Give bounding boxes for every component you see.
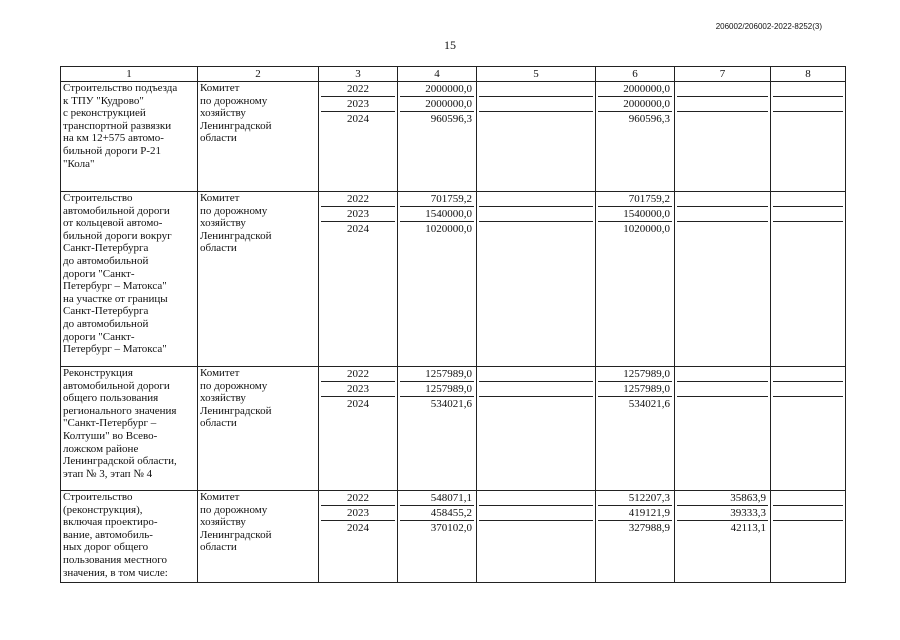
header-cell: 1 bbox=[61, 67, 198, 82]
regional-amount-cell bbox=[596, 367, 675, 491]
federal-amount-cell bbox=[477, 192, 596, 367]
local-amount-cell bbox=[675, 192, 771, 367]
local-amount bbox=[677, 82, 768, 97]
table-row bbox=[61, 82, 846, 192]
project-name-cell bbox=[61, 367, 198, 491]
year: 2023 bbox=[321, 97, 395, 112]
project-name-cell bbox=[61, 491, 198, 583]
federal-amount bbox=[479, 506, 593, 521]
local-amount bbox=[677, 222, 768, 237]
project-name: Строительство автомобильной дороги от кольцевой автомо- бильной дороги вокруг Санкт-Петербурга до автомобильной дороги "Санкт- Петербург – Матокса" на участке от границы Санкт-Петербурга до автомобильной дороги "Санкт- Петербург – Матокса" bbox=[63, 192, 172, 356]
other-amount bbox=[773, 382, 843, 397]
header-cell: 5 bbox=[477, 67, 596, 82]
federal-amount-cell bbox=[477, 82, 596, 192]
regional-amount: 1020000,0 bbox=[623, 223, 670, 235]
header-cell: 7 bbox=[675, 67, 771, 82]
local-amount bbox=[677, 382, 768, 397]
total-amount: 370102,0 bbox=[430, 522, 472, 534]
total-amount: 960596,3 bbox=[430, 113, 472, 125]
table-row bbox=[61, 491, 846, 583]
federal-amount bbox=[479, 222, 593, 237]
total-amount: 701759,2 bbox=[400, 192, 474, 207]
local-amount-cell bbox=[675, 82, 771, 192]
total-amount: 1257989,0 bbox=[400, 382, 474, 397]
header-cell: 2 bbox=[198, 67, 319, 82]
local-amount bbox=[677, 112, 768, 127]
header-cell: 6 bbox=[596, 67, 675, 82]
total-amount: 2000000,0 bbox=[400, 97, 474, 112]
year: 2022 bbox=[321, 82, 395, 97]
local-amount-cell bbox=[675, 367, 771, 491]
other-amount bbox=[773, 367, 843, 382]
year-cell bbox=[319, 491, 398, 583]
regional-amount: 1257989,0 bbox=[598, 382, 672, 397]
federal-amount-cell bbox=[477, 367, 596, 491]
header-cell: 4 bbox=[398, 67, 477, 82]
total-amount: 2000000,0 bbox=[400, 82, 474, 97]
federal-amount bbox=[479, 112, 593, 127]
total-amount: 548071,1 bbox=[400, 491, 474, 506]
table-row bbox=[61, 192, 846, 367]
committee-name: Комитет по дорожному хозяйству Ленинградской области bbox=[200, 367, 272, 430]
other-amount bbox=[773, 222, 843, 237]
year: 2024 bbox=[347, 223, 369, 235]
regional-amount: 1540000,0 bbox=[598, 207, 672, 222]
other-amount-cell bbox=[771, 491, 846, 583]
other-amount-cell bbox=[771, 192, 846, 367]
federal-amount bbox=[479, 207, 593, 222]
project-name-cell bbox=[61, 82, 198, 192]
project-name: Строительство (реконструкция), включая проектиро- вание, автомобиль- ных дорог общего пользования местного значения, в том числе: bbox=[63, 491, 168, 579]
budget-table bbox=[60, 66, 846, 583]
year: 2024 bbox=[347, 522, 369, 534]
total-amount-cell bbox=[398, 367, 477, 491]
year-cell bbox=[319, 192, 398, 367]
other-amount bbox=[773, 506, 843, 521]
year: 2022 bbox=[321, 367, 395, 382]
local-amount bbox=[677, 397, 768, 412]
header-cell: 3 bbox=[319, 67, 398, 82]
federal-amount bbox=[479, 397, 593, 412]
federal-amount-cell bbox=[477, 491, 596, 583]
year: 2022 bbox=[321, 491, 395, 506]
total-amount: 1257989,0 bbox=[400, 367, 474, 382]
year: 2023 bbox=[321, 207, 395, 222]
committee-cell bbox=[198, 367, 319, 491]
year: 2022 bbox=[321, 192, 395, 207]
other-amount bbox=[773, 397, 843, 412]
committee-name: Комитет по дорожному хозяйству Ленинградской области bbox=[200, 82, 272, 145]
total-amount: 1540000,0 bbox=[400, 207, 474, 222]
committee-cell bbox=[198, 82, 319, 192]
year: 2023 bbox=[321, 382, 395, 397]
regional-amount: 2000000,0 bbox=[598, 97, 672, 112]
local-amount: 35863,9 bbox=[677, 491, 768, 506]
project-name: Реконструкция автомобильной дороги общего пользования регионального значения "Санкт-Петербург – Колтуши" во Всево- ложском районе Ленинградской области, этап № 3, этап № 4 bbox=[63, 367, 177, 480]
other-amount bbox=[773, 112, 843, 127]
header-cell: 8 bbox=[771, 67, 846, 82]
table-row bbox=[61, 367, 846, 491]
local-amount bbox=[677, 97, 768, 112]
year: 2023 bbox=[321, 506, 395, 521]
page-number: 15 bbox=[444, 38, 456, 52]
regional-amount: 534021,6 bbox=[628, 398, 670, 410]
committee-cell bbox=[198, 192, 319, 367]
total-amount: 458455,2 bbox=[400, 506, 474, 521]
committee-name: Комитет по дорожному хозяйству Ленинградской области bbox=[200, 192, 272, 255]
local-amount: 39333,3 bbox=[677, 506, 768, 521]
other-amount bbox=[773, 521, 843, 536]
other-amount bbox=[773, 491, 843, 506]
federal-amount bbox=[479, 521, 593, 536]
regional-amount: 2000000,0 bbox=[598, 82, 672, 97]
federal-amount bbox=[479, 367, 593, 382]
regional-amount: 960596,3 bbox=[628, 113, 670, 125]
regional-amount: 701759,2 bbox=[598, 192, 672, 207]
local-amount bbox=[677, 207, 768, 222]
other-amount-cell bbox=[771, 367, 846, 491]
other-amount-cell bbox=[771, 82, 846, 192]
local-amount: 42113,1 bbox=[730, 522, 766, 534]
regional-amount-cell bbox=[596, 82, 675, 192]
total-amount-cell bbox=[398, 491, 477, 583]
year-cell bbox=[319, 82, 398, 192]
other-amount bbox=[773, 97, 843, 112]
local-amount bbox=[677, 192, 768, 207]
committee-name: Комитет по дорожному хозяйству Ленинградской области bbox=[200, 491, 272, 554]
federal-amount bbox=[479, 97, 593, 112]
federal-amount bbox=[479, 82, 593, 97]
committee-cell bbox=[198, 491, 319, 583]
total-amount: 534021,6 bbox=[430, 398, 472, 410]
total-amount: 1020000,0 bbox=[425, 223, 472, 235]
local-amount bbox=[677, 367, 768, 382]
year: 2024 bbox=[347, 113, 369, 125]
project-name: Строительство подъезда к ТПУ "Кудрово" с реконструкцией транспортной развязки на км 12+575 автомо- бильной дороги Р-21 "Кола" bbox=[63, 82, 178, 170]
regional-amount-cell bbox=[596, 192, 675, 367]
regional-amount: 1257989,0 bbox=[598, 367, 672, 382]
year-cell bbox=[319, 367, 398, 491]
header-row bbox=[61, 67, 846, 82]
regional-amount: 512207,3 bbox=[598, 491, 672, 506]
document-number: 206002/206002-2022-8252(3) bbox=[715, 22, 822, 31]
project-name-cell bbox=[61, 192, 198, 367]
year: 2024 bbox=[347, 398, 369, 410]
other-amount bbox=[773, 82, 843, 97]
federal-amount bbox=[479, 192, 593, 207]
local-amount-cell bbox=[675, 491, 771, 583]
federal-amount bbox=[479, 382, 593, 397]
total-amount-cell bbox=[398, 192, 477, 367]
federal-amount bbox=[479, 491, 593, 506]
total-amount-cell bbox=[398, 82, 477, 192]
other-amount bbox=[773, 207, 843, 222]
other-amount bbox=[773, 192, 843, 207]
regional-amount: 419121,9 bbox=[598, 506, 672, 521]
regional-amount-cell bbox=[596, 491, 675, 583]
regional-amount: 327988,9 bbox=[628, 522, 670, 534]
